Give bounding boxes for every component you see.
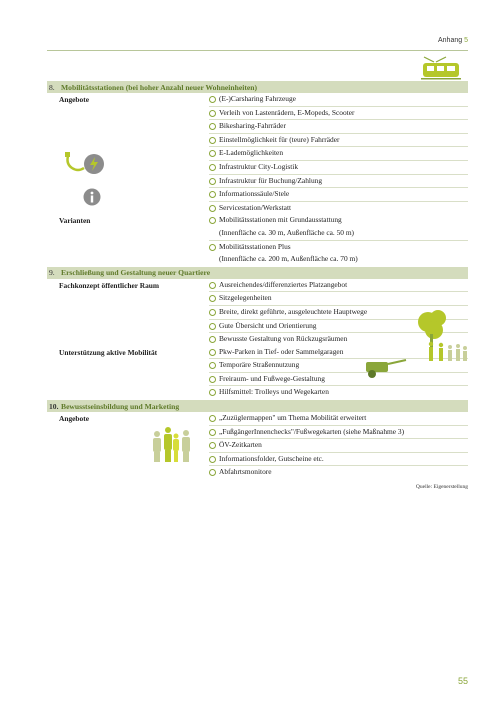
list-item (209, 202, 468, 215)
item-text: Freiraum- und Fußwege-Gestaltung (219, 373, 325, 383)
list-item (209, 386, 468, 399)
item-text: Mobilitätsstationen mit Grundausstattung (Innenfläche ca. 30 m, Außenfläche ca. 50 m) (219, 215, 355, 237)
bullet-circle-icon (209, 349, 216, 356)
list-item (209, 147, 468, 161)
bullet-circle-icon (209, 429, 216, 436)
item-text: Infrastruktur für Buchung/Zahlung (219, 175, 323, 185)
measures-table (47, 80, 468, 479)
bullet-circle-icon (209, 389, 216, 396)
info-icon (83, 188, 101, 206)
section-header (47, 81, 468, 93)
bullet-circle-icon (209, 376, 216, 383)
list-item (209, 188, 468, 202)
item-text: Temporäre Straßennutzung (219, 360, 300, 370)
section-header (47, 400, 468, 412)
bullet-circle-icon (209, 282, 216, 289)
item-text: Mobilitätsstationen Plus (Innenfläche ca. 200 m, Außenfläche ca. 70 m) (219, 241, 358, 264)
trolley-icon (364, 358, 408, 380)
list-item (209, 107, 468, 121)
ev-charger-icon (64, 150, 106, 180)
item-text: Infrastruktur City-Logistik (219, 161, 299, 171)
item-text: Einstellmöglichkeit für (teure) Fahrräder (219, 134, 340, 144)
list-item (209, 412, 468, 426)
source-note: Quelle: Eigenerstellung (415, 484, 468, 490)
bullet-circle-icon (209, 295, 216, 302)
bullet-circle-icon (209, 456, 216, 463)
bullet-circle-icon (209, 469, 216, 476)
section-number: 10. (49, 401, 59, 411)
table-row (47, 412, 468, 479)
bullet-circle-icon (209, 110, 216, 117)
row-label: Unterstützung aktive Mobilität (59, 347, 158, 357)
section-header (47, 267, 468, 279)
header-rule (47, 50, 468, 51)
row-label: Angebote (59, 414, 89, 424)
section-title: Mobilitätsstationen (bei hoher Anzahl neuer Wohneinheiten) (61, 82, 257, 92)
item-text: Ausreichendes/differenziertes Platzangebot (219, 279, 348, 289)
item-text: Hilfsmittel: Trolleys und Wegekarten (219, 387, 329, 397)
page-header (438, 37, 468, 44)
bullet-circle-icon (209, 205, 216, 212)
bullet-circle-icon (209, 150, 216, 157)
bullet-circle-icon (209, 217, 216, 224)
trees-people-icon (412, 308, 470, 370)
bullet-circle-icon (209, 137, 216, 144)
bullet-circle-icon (209, 123, 216, 130)
header-section: Anhang (438, 37, 463, 44)
item-text: „FußgängerInnenchecks"/Fußwegekarten (siehe Maßnahme 3) (219, 426, 405, 436)
bullet-circle-icon (209, 178, 216, 185)
bullet-circle-icon (209, 244, 216, 251)
row-label: Varianten (59, 216, 91, 226)
tram-icon (420, 55, 462, 81)
bullet-circle-icon (209, 191, 216, 198)
item-text: „Zuzüglermappen" um Thema Mobilität erweitert (219, 413, 367, 423)
list-item (209, 292, 468, 306)
item-text: ÖV-Zeitkarten (219, 440, 262, 450)
list-item (209, 241, 468, 266)
bullet-circle-icon (209, 323, 216, 330)
item-text: Pkw-Parken in Tief- oder Sammelgaragen (219, 346, 344, 356)
list-item (209, 175, 468, 189)
list-item (209, 161, 468, 175)
section-number: 9. (49, 268, 55, 278)
bullet-circle-icon (209, 415, 216, 422)
people-group-icon (150, 424, 194, 466)
item-text: Bewusste Gestaltung von Rückzugsräumen (219, 334, 348, 344)
bullet-circle-icon (209, 336, 216, 343)
list-item (209, 426, 468, 440)
table-row (47, 93, 468, 214)
list-item (209, 120, 468, 134)
row-label: Fachkonzept öffentlicher Raum (59, 280, 160, 290)
bullet-circle-icon (209, 442, 216, 449)
bullet-circle-icon (209, 96, 216, 103)
bullet-circle-icon (209, 164, 216, 171)
header-number: 5 (464, 37, 468, 44)
section-title: Erschließung und Gestaltung neuer Quartiere (61, 268, 211, 278)
list-item (209, 279, 468, 293)
row-label: Angebote (59, 95, 89, 104)
list-item (209, 214, 468, 240)
list-item (209, 453, 468, 467)
item-text: Sitzgelegenheiten (219, 293, 272, 303)
table-row (47, 214, 468, 265)
row-items (209, 412, 468, 479)
table-row (47, 279, 468, 346)
page-number: 55 (457, 676, 468, 686)
item-text: E-Lademöglichkeiten (219, 148, 284, 158)
row-items (209, 93, 468, 214)
bullet-circle-icon (209, 309, 216, 316)
bullet-circle-icon (209, 362, 216, 369)
item-text: Informationssäule/Stele (219, 189, 290, 199)
item-text: Abfahrtsmonitore (219, 467, 272, 477)
item-text: Verleih von Lastenrädern, E-Mopeds, Scooter (219, 107, 355, 117)
list-item (209, 134, 468, 148)
item-text: Informationsfolder, Gutscheine etc. (219, 453, 324, 463)
section-title: Bewusstseinsbildung und Marketing (61, 401, 180, 411)
item-text: Gute Übersicht und Orientierung (219, 320, 317, 330)
item-text: Servicestation/Werkstatt (219, 202, 292, 212)
item-text: (E-)Carsharing Fahrzeuge (219, 94, 296, 103)
list-item (209, 439, 468, 453)
item-text: Bikesharing-Fahrräder (219, 121, 286, 131)
section-number: 8. (49, 82, 55, 92)
item-text: Breite, direkt geführte, ausgeleuchtete Hauptwege (219, 306, 368, 316)
list-item (209, 93, 468, 107)
row-items (209, 214, 468, 265)
list-item (209, 466, 468, 479)
list-item (209, 373, 468, 387)
